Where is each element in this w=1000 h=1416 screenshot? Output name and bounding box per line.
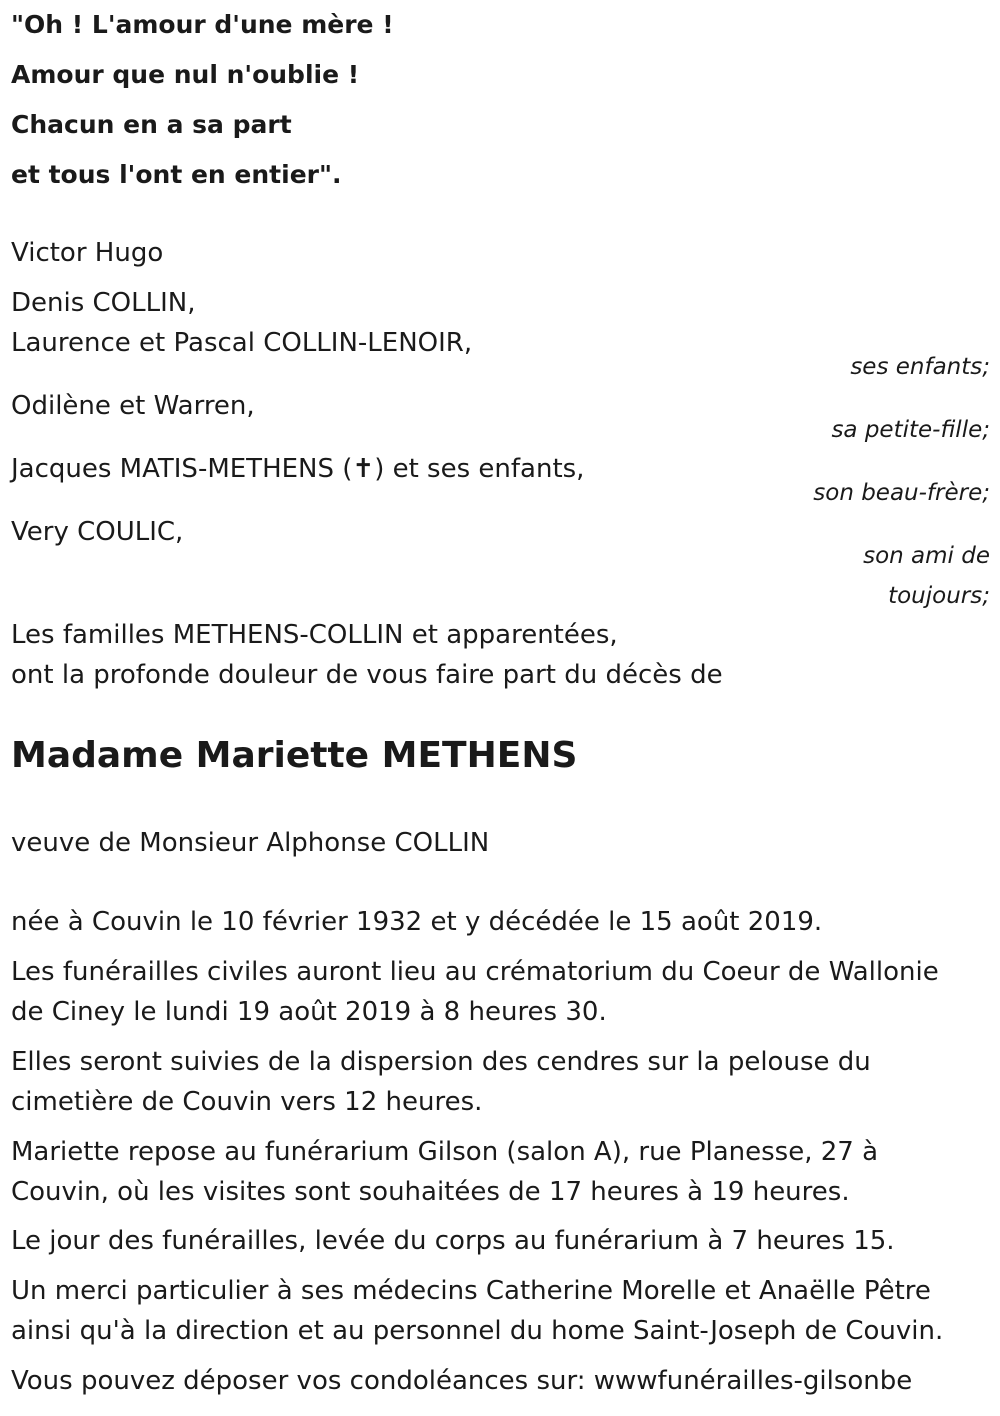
- children-line-1: Denis COLLIN,: [11, 288, 196, 318]
- funeral-paragraph: [11, 952, 939, 1032]
- poem-line-3: Chacun en a sa part: [11, 110, 292, 139]
- rest-paragraph: [11, 1132, 878, 1212]
- epitaph-poem: [11, 0, 394, 200]
- born-died: née à Couvin le 10 février 1932 et y décédée le 15 août 2019.: [11, 907, 823, 937]
- day-of-funeral: Le jour des funérailles, levée du corps au funérarium à 7 heures 15.: [11, 1226, 895, 1256]
- poem-line-1: "Oh ! L'amour d'une mère !: [11, 10, 394, 39]
- rest-line-1: Mariette repose au funérarium Gilson (salon A), rue Planesse, 27 à: [11, 1137, 879, 1167]
- poem-line-2: Amour que nul n'oublie !: [11, 60, 360, 89]
- friend-role-line-1: son ami de: [863, 543, 990, 569]
- thanks-paragraph: [11, 1271, 943, 1351]
- thanks-line-2: ainsi qu'à la direction et au personnel du home Saint-Joseph de Couvin.: [11, 1316, 944, 1346]
- widow-of: veuve de Monsieur Alphonse COLLIN: [11, 828, 490, 858]
- funeral-line-2: de Ciney le lundi 19 août 2019 à 8 heures 30.: [11, 997, 607, 1027]
- poem-author: Victor Hugo: [11, 238, 164, 268]
- thanks-line-1: Un merci particulier à ses médecins Catherine Morelle et Anaëlle Pêtre: [11, 1276, 931, 1306]
- poem-line-4: et tous l'ont en entier".: [11, 160, 342, 189]
- announcement-line-2: ont la profonde douleur de vous faire part du décès de: [11, 660, 723, 690]
- granddaughter-role: sa petite-fille;: [831, 417, 990, 443]
- funeral-line-1: Les funérailles civiles auront lieu au crématorium du Coeur de Wallonie: [11, 957, 939, 987]
- ashes-line-1: Elles seront suivies de la dispersion des cendres sur la pelouse du: [11, 1047, 871, 1077]
- announcement-line-1: Les familles METHENS-COLLIN et apparentées,: [11, 620, 618, 650]
- condolences: Vous pouvez déposer vos condoléances sur: wwwfunérailles-gilsonbe: [11, 1366, 913, 1396]
- friend-role-line-2: toujours;: [888, 583, 990, 609]
- children-role: ses enfants;: [850, 354, 990, 380]
- ashes-paragraph: [11, 1042, 871, 1122]
- friend: Very COULIC,: [11, 517, 184, 547]
- granddaughter: Odilène et Warren,: [11, 391, 255, 421]
- rest-line-2: Couvin, où les visites sont souhaitées de 17 heures à 19 heures.: [11, 1177, 850, 1207]
- children-line-2: Laurence et Pascal COLLIN-LENOIR,: [11, 328, 473, 358]
- brother-in-law: Jacques MATIS-METHENS (✝) et ses enfants,: [11, 454, 585, 484]
- ashes-line-2: cimetière de Couvin vers 12 heures.: [11, 1087, 483, 1117]
- brother-in-law-role: son beau-frère;: [813, 480, 990, 506]
- deceased-name: Madame Mariette METHENS: [11, 735, 578, 776]
